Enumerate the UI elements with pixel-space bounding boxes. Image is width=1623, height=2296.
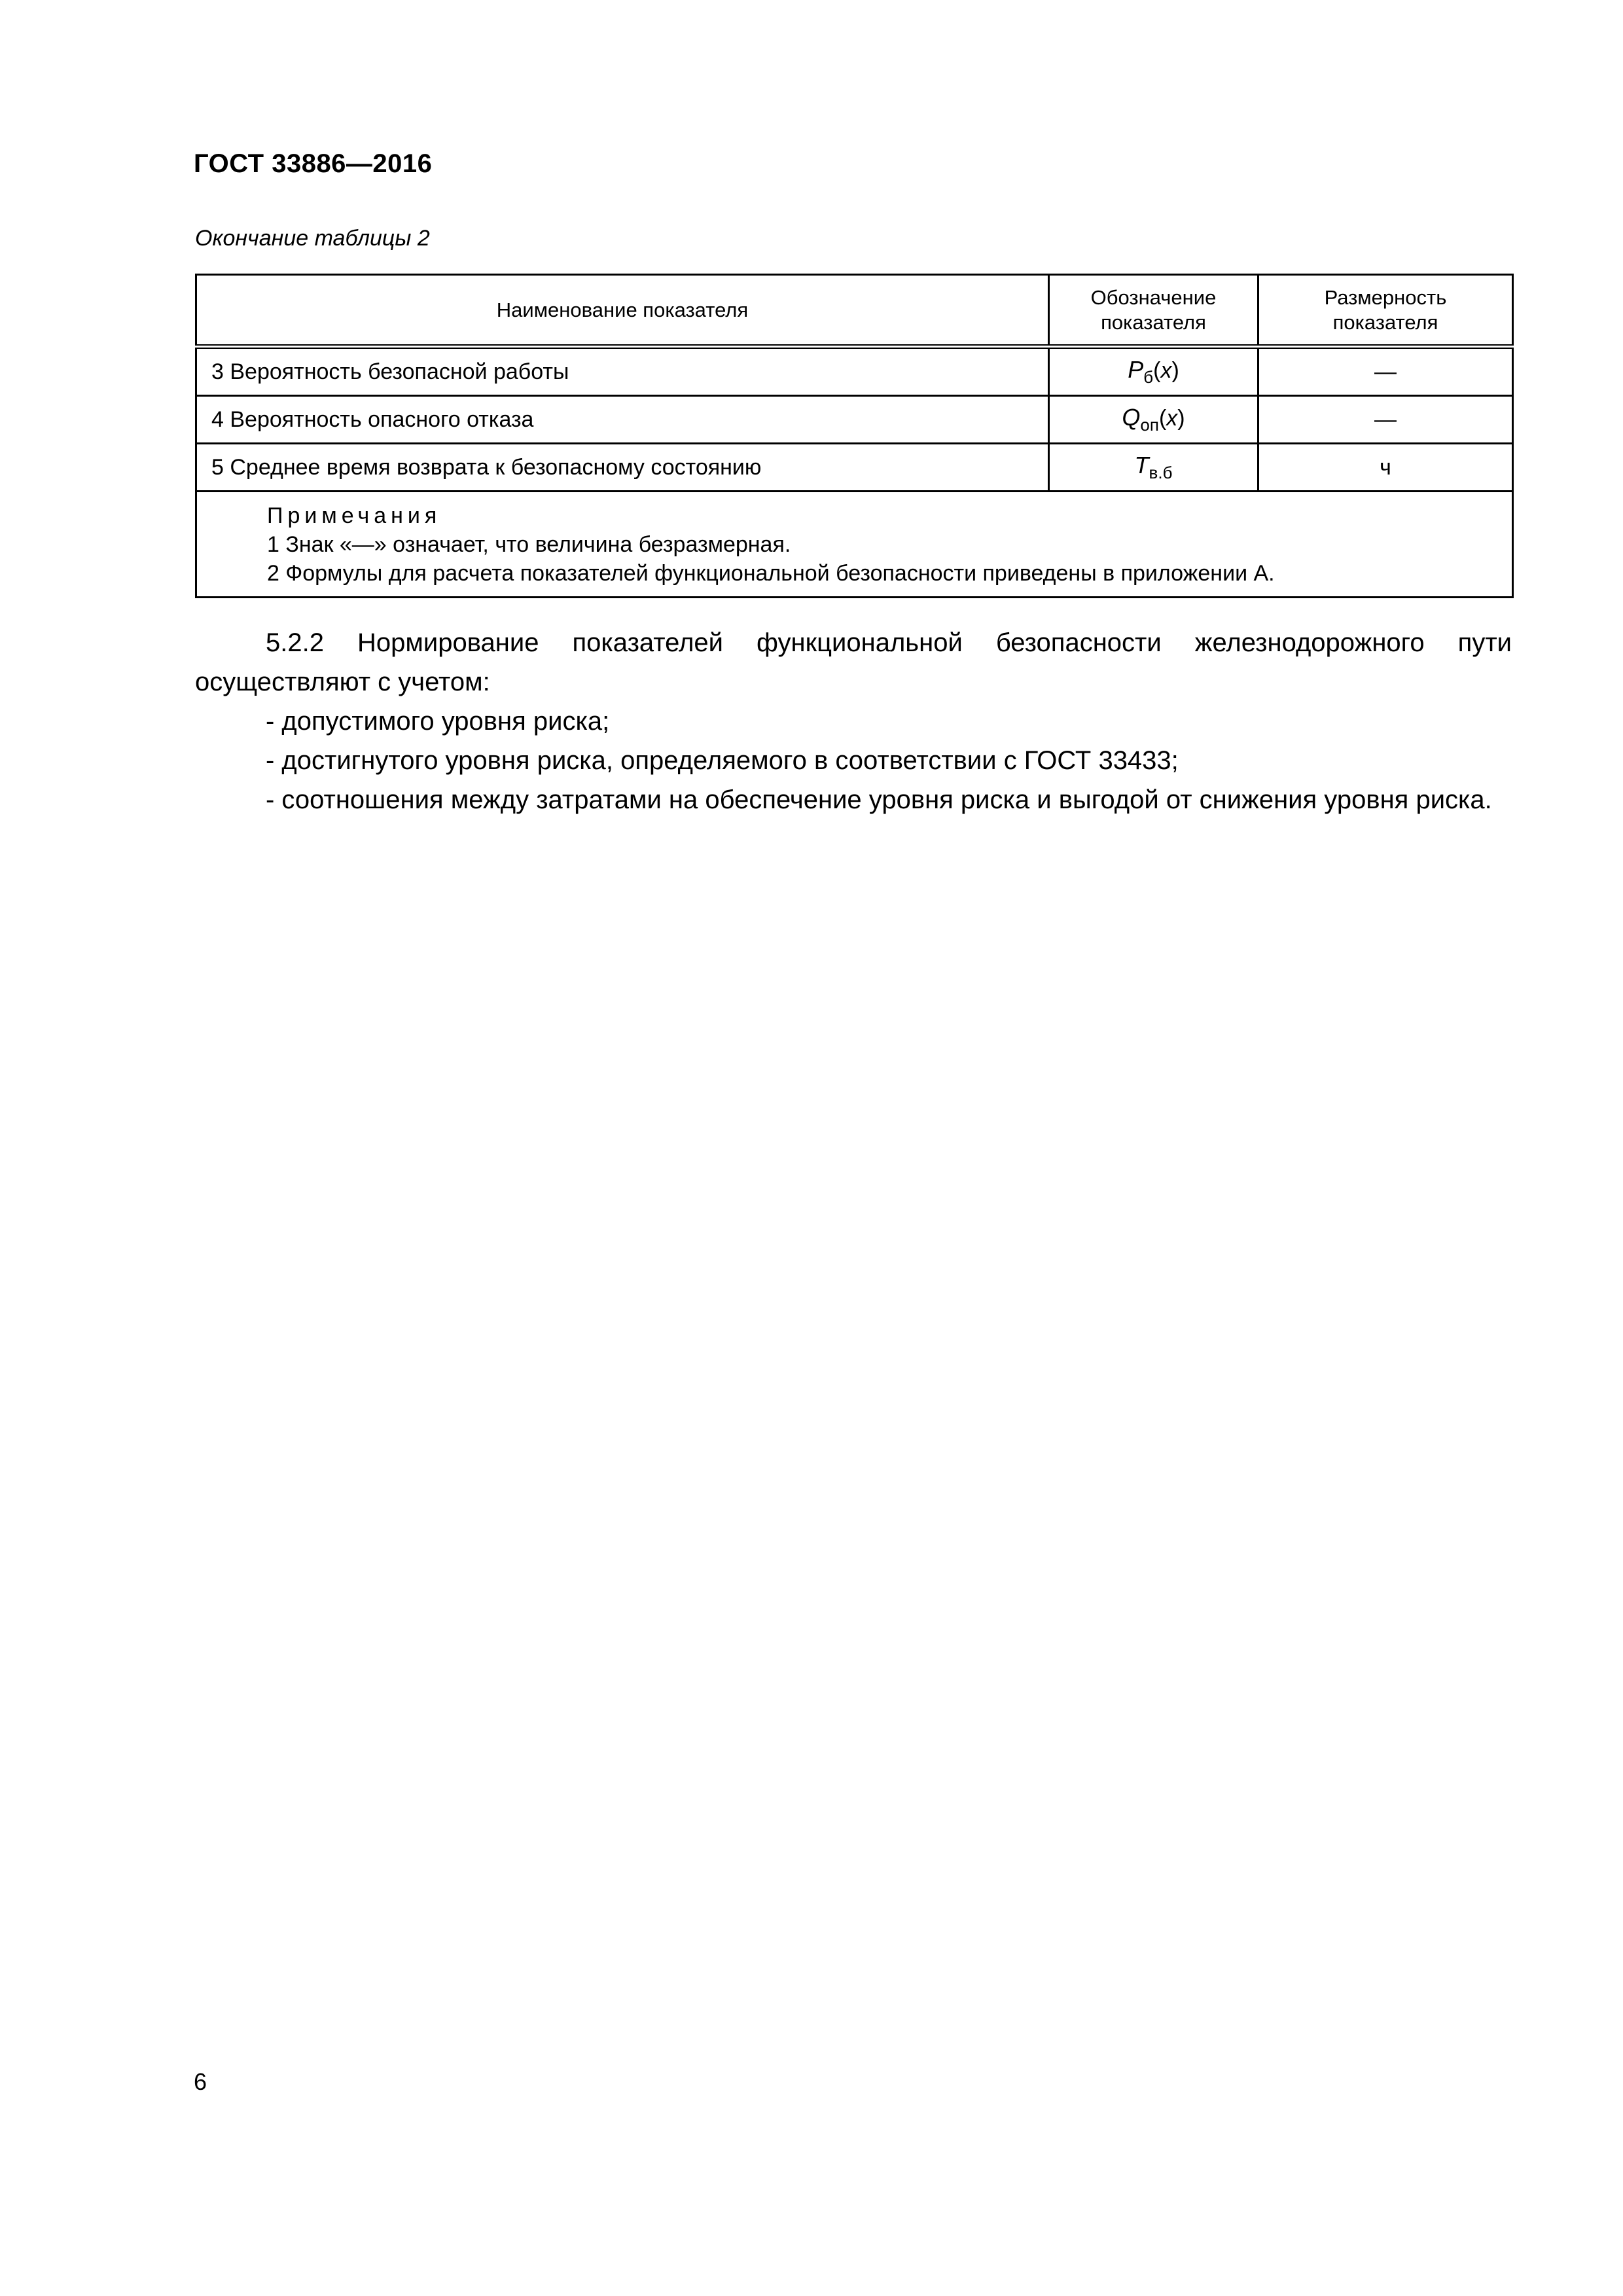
column-header-unit: Размерность показателя <box>1258 275 1513 347</box>
clause-paragraph: 5.2.2 Нормирование показателей функциональной безопасности железнодорожного пути осуществляют с учетом: <box>195 628 1512 696</box>
indicator-name: 5 Среднее время возврата к безопасному состоянию <box>196 444 1049 492</box>
indicators-table <box>195 274 1514 598</box>
table-header-row <box>196 275 1513 347</box>
page-number: 6 <box>194 2068 207 2095</box>
indicator-symbol <box>1049 396 1258 444</box>
symbol-subscript: оп <box>1140 415 1159 435</box>
column-header-symbol: Обозначение показателя <box>1049 275 1258 347</box>
indicators-table-container <box>195 274 1512 598</box>
symbol-subscript: в.б <box>1149 463 1173 482</box>
symbol-main: Q <box>1122 404 1141 431</box>
symbol-subscript: б <box>1143 367 1154 387</box>
list-item: - соотношения между затратами на обеспечение уровня риска и выгодой от снижения уровня риска. <box>266 785 1492 814</box>
indicator-unit: — <box>1258 396 1513 444</box>
symbol-argument: x <box>1166 406 1178 431</box>
page-header-standard: ГОСТ 33886—2016 <box>194 149 433 178</box>
indicator-name: 4 Вероятность опасного отказа <box>196 396 1049 444</box>
symbol-main: T <box>1134 452 1149 478</box>
note-item: 1 Знак «—» означает, что величина безразмерная. <box>267 532 791 558</box>
note-item: 2 Формулы для расчета показателей функциональной безопасности приведены в приложении А. <box>267 561 1275 586</box>
notes-title: Примечания <box>267 503 442 528</box>
indicator-symbol <box>1049 444 1258 492</box>
body-text <box>195 623 1512 819</box>
symbol-main: P <box>1128 356 1144 383</box>
table-caption: Окончание таблицы 2 <box>195 226 430 251</box>
symbol-paren-close: ) <box>1171 358 1179 383</box>
symbol-argument: x <box>1160 358 1172 383</box>
indicator-unit: ч <box>1258 444 1513 492</box>
table-notes-row <box>196 492 1513 598</box>
column-header-name: Наименование показателя <box>196 275 1049 347</box>
table-row <box>196 396 1513 444</box>
indicator-name: 3 Вероятность безопасной работы <box>196 347 1049 396</box>
indicator-unit: — <box>1258 347 1513 396</box>
table-row <box>196 347 1513 396</box>
table-notes <box>196 492 1513 598</box>
symbol-paren-close: ) <box>1177 406 1185 431</box>
list-item: - достигнутого уровня риска, определяемого в соответствии с ГОСТ 33433; <box>266 746 1179 775</box>
symbol-paren-open: ( <box>1153 358 1161 383</box>
table-row <box>196 444 1513 492</box>
indicator-symbol <box>1049 347 1258 396</box>
list-item: - допустимого уровня риска; <box>266 707 610 736</box>
symbol-paren-open: ( <box>1158 406 1167 431</box>
